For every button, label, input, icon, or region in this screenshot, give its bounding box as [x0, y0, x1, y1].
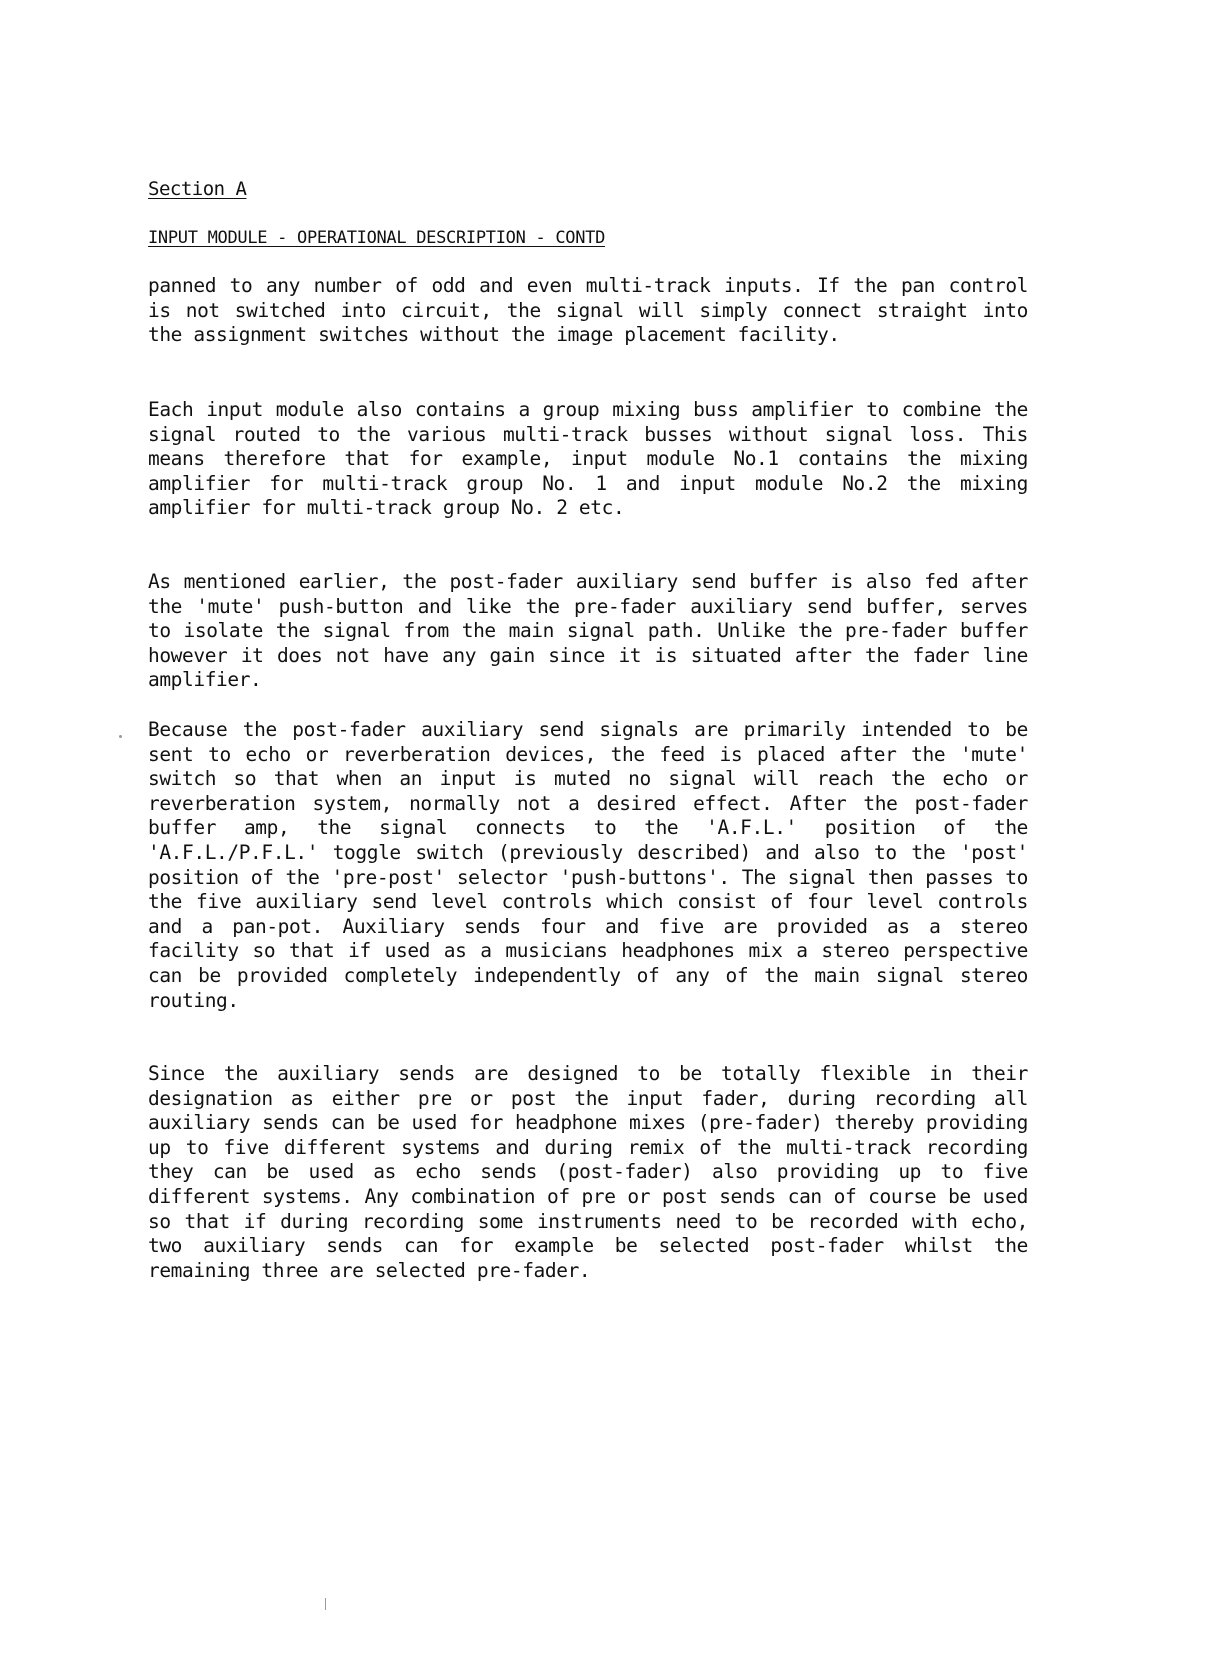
scan-mark — [325, 1598, 326, 1610]
paragraph-post-fader-buffer: As mentioned earlier, the post-fader auxiliary send buffer is also fed after the 'mute' push-button and like the pre-fader auxiliary send buffer, serves to isolate the signal from the main signal path. Unlike the pre-fader buffer however it does not have any gain since it is situated after the fader line amplifier. — [148, 570, 1028, 692]
section-label: Section A — [148, 178, 247, 200]
scan-speck — [119, 735, 122, 738]
paragraph-pan-control: panned to any number of odd and even multi-track inputs. If the pan control is not switched into circuit, the signal will simply connect straight into the assignment switches without the image placement facility. — [148, 274, 1028, 347]
paragraph-post-fader-send-signals: Because the post-fader auxiliary send signals are primarily intended to be sent to echo or reverberation devices, the feed is placed after the 'mute' switch so that when an input is muted no signal will reach the echo or reverberation system, normally not a desired effect. After the post-fader buffer amp, the signal connects to the 'A.F.L.' position of the 'A.F.L./P.F.L.' toggle switch (previously described) and also to the 'post' position of the 'pre-post' selector 'push-buttons'. The signal then passes to the five auxiliary send level controls which consist of four level controls and a pan-pot. Auxiliary sends four and five are provided as a stereo facility so that if used as a musicians headphones mix a stereo perspective can be provided completely independently of any of the main signal stereo routing. — [148, 718, 1028, 1012]
paragraph-group-mixing-buss: Each input module also contains a group mixing buss amplifier to combine the signal routed to the various multi-track busses without signal loss. This means therefore that for example, input module No.1 contains the mixing amplifier for multi-track group No. 1 and input module No.2 the mixing amplifier for multi-track group No. 2 etc. — [148, 398, 1028, 520]
paragraph-auxiliary-send-flexibility: Since the auxiliary sends are designed to be totally flexible in their designation as either pre or post the input fader, during recording all auxiliary sends can be used for headphone mixes (pre-fader) thereby providing up to five different systems and during remix of the multi-track recording they can be used as echo sends (post-fader) also providing up to five different systems. Any combination of pre or post sends can of course be used so that if during recording some instruments need to be recorded with echo, two auxiliary sends can for example be selected post-fader whilst the remaining three are selected pre-fader. — [148, 1062, 1028, 1282]
module-title: INPUT MODULE - OPERATIONAL DESCRIPTION - CONTD — [148, 228, 606, 248]
